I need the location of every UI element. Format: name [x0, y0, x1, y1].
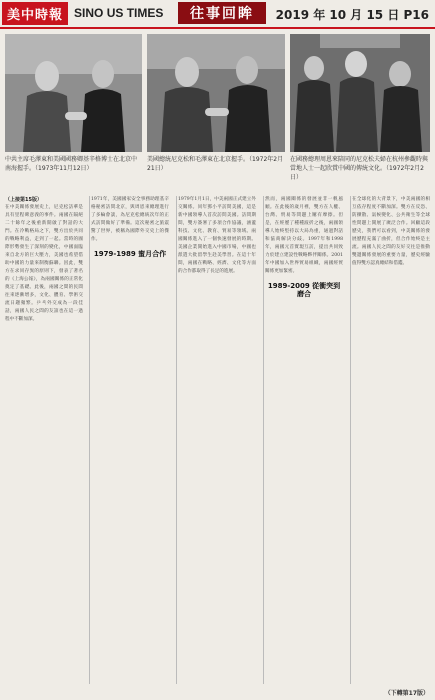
photo-handshake-mao-kissinger [5, 34, 142, 152]
column-divider [176, 196, 177, 684]
column-4-text: 然而，兩國關係的發展並非一帆風順。在此後的歲月裡，雙方在人權、台灣、貿易等問題上屢有摩擦。但是，在經歷了種種波折之後，兩國領導人始終堅持以大局為重，通過對話和協商解決分歧。1997年和1998年，兩國元首實現互訪，提出共同致力於建立建設性戰略夥伴關係。2001年中國加入世界貿易組織，兩國經貿關係更加緊密。 [265, 197, 343, 274]
article-column-3 [178, 196, 256, 686]
continued-next-page: （下轉第17版） [384, 690, 429, 697]
photo-row [5, 34, 430, 152]
page-header [0, 0, 435, 27]
caption-photo-3: 在國務總理周恩來陪同的尼克松夫婦在杭州參觀時與當地人士一起欣賞中國的傳統文化。（1972年2月2日） [290, 156, 429, 181]
article-column-5 [352, 196, 430, 686]
caption-photo-1: 中共主席毛澤東和美國國務卿基辛格博士在北京中南海握手。（1973年11月12日） [5, 156, 138, 172]
article-column-1 [5, 196, 83, 686]
article-column-4 [265, 196, 343, 686]
masthead [2, 3, 163, 23]
continued-from-label: （上接第15版） [5, 197, 42, 203]
article-column-2 [91, 196, 169, 686]
photo-handshake-mao-nixon [147, 34, 285, 152]
photo-captions [5, 155, 430, 187]
column-divider [350, 196, 351, 684]
column-2-text: 1971年，美國國家安全事務助理基辛格秘密訪問北京，與周恩來總理進行了多輪會談，為尼克松總統次年的正式訪問做好了準備。這次秘密之旅震驚了世界，被稱為國際外交史上的傑作。 [91, 197, 169, 242]
photo-nixon-hangzhou-visit [290, 34, 430, 152]
issue-date-page: 2019 年 10 月 15 日 P16 [275, 8, 429, 22]
caption-photo-2: 美國總統尼克松和毛澤東在北京握手。（1972年2月21日） [147, 156, 284, 172]
article-body [5, 196, 430, 686]
column-1-text: 在中美關係發展史上，尼克松訪華是具有里程碑意義的事件。兩國在隔絕二十餘年之後重新開啟了對話的大門。在冷戰格局之下，雙方出於共同的戰略利益，走到了一起。當時的國際形勢發生了深刻的變化，中國面臨來自北方的巨大壓力，美國也希望借助中國的力量來制衡蘇聯。因此，雙方在求同存異的原則下，發表了著名的《上海公報》，為兩國關係的正常化奠定了基礎。此後，兩國之間的民間往來逐漸增多，文化、體育、學術交流日趨頻繁。乒乓外交成為一段佳話，兩國人民之間的友誼也在這一過程中不斷加深。 [5, 205, 83, 322]
subhead-honeymoon: 1979-1989 蜜月合作 [93, 250, 167, 258]
section-title: 往事回眸 [178, 2, 266, 24]
subhead-conflict: 1989-2009 從衝突到磨合 [267, 282, 341, 298]
logo-english: SINO US TIMES [74, 6, 164, 20]
header-rule [0, 27, 435, 29]
column-3-text: 1979年1月1日，中美兩國正式建立外交關係。同年鄧小平訪問美國，這是新中國領導人首次訪問美國。訪問期間，雙方簽署了多項合作協議，涵蓋科技、文化、教育、貿易等領域。兩國關係進入了一個快速發展的時期。美國企業開始進入中國市場，中國也派遣大批留學生赴美學習。在這十年間，兩國在戰略、經濟、文化等方面的合作都取得了長足的進展。 [178, 197, 256, 274]
logo-chinese: 美中時報 [2, 2, 68, 25]
column-divider [263, 196, 264, 684]
column-5-text: 在全球化的大背景下，中美兩國的相互依存程度不斷加深。雙方在反恐、防擴散、氣候變化、公共衛生等全球性問題上開展了廣泛合作。回顧這段歷史，我們可以看到，中美關係的發展歷程充滿了曲折，但合作始終是主流。兩國人民之間的友好交往是推動雙邊關係發展的重要力量，歷史經驗值得雙方認真總結和借鑑。 [352, 197, 430, 266]
column-divider [89, 196, 90, 684]
